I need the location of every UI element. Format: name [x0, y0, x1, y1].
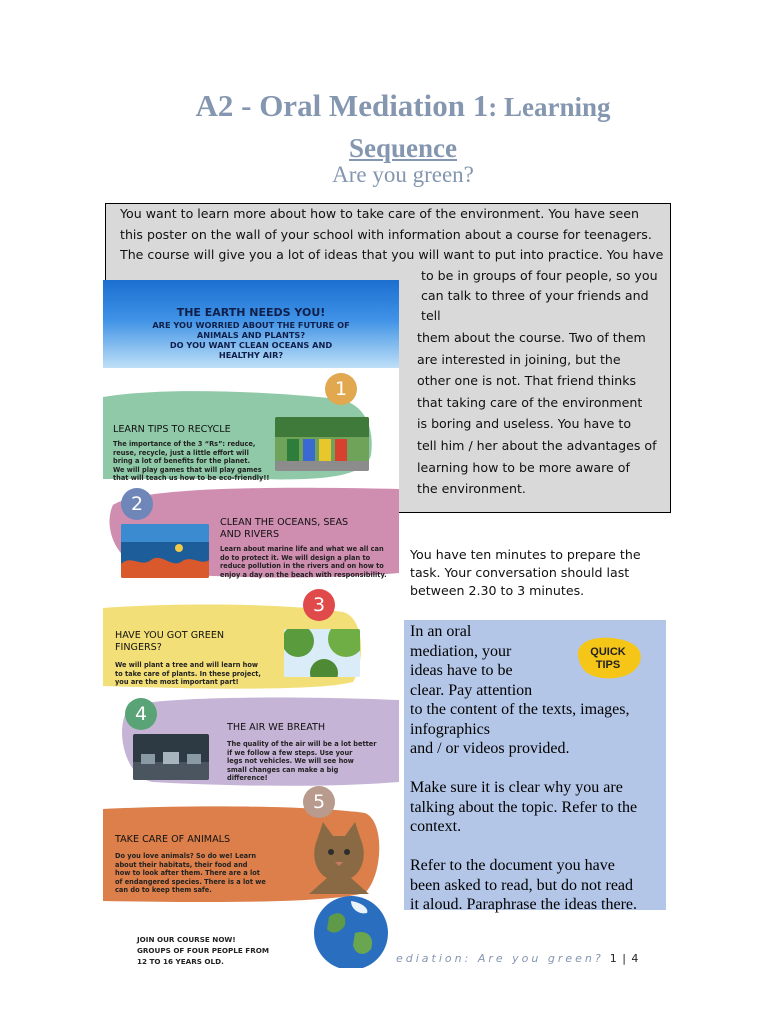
section-body-line: if we follow a few steps. Use your [227, 748, 353, 757]
task-line: are interested in joining, but the [417, 352, 621, 367]
tip-line: and / or videos provided. [410, 740, 570, 757]
tip-line: ideas have to be [410, 662, 513, 679]
page-number: 1 | 4 [609, 952, 640, 965]
section-2-title [220, 517, 348, 541]
task-line: tell him / her about the advantages of [417, 438, 657, 453]
tip-line: Make sure it is clear why you are [410, 779, 623, 796]
section-5-title [115, 834, 230, 846]
section-number-2: 2 [121, 488, 153, 520]
prep-line: You have ten minutes to prepare the [410, 547, 641, 562]
tip-line: talking about the topic. Refer to the [410, 798, 638, 816]
section-5-body [115, 852, 266, 895]
section-body-line: enjoy a day on the beach with responsibility. [220, 570, 387, 579]
section-title-line: HAVE YOU GOT GREEN [115, 630, 225, 641]
task-line: is boring and useless. You have to [417, 416, 632, 431]
section-body-line: do to protect it. We will design a plan to [220, 553, 371, 562]
section-body-line: bring a lot of benefits for the planet. [113, 457, 251, 466]
title-line2: Sequence [349, 133, 457, 163]
task-line: them about the course. Two of them [417, 330, 646, 345]
quick-tips-line: TIPS [595, 659, 621, 671]
section-body-line: The quality of the air will be a lot better [227, 740, 377, 748]
section-number-4: 4 [125, 698, 157, 730]
section-3-title [115, 630, 224, 654]
title-suffix: : Learning [488, 92, 611, 122]
poster-question: HEALTHY AIR? [218, 350, 284, 360]
tip-line: Refer to the document you have [410, 857, 615, 874]
earth-globe-image [311, 893, 391, 968]
poster-questions [113, 320, 389, 360]
section-title-line: THE AIR WE BREATH [227, 722, 326, 733]
tip-line: infographics [410, 720, 490, 738]
quick-tips-line: QUICK [590, 646, 626, 658]
task-line: tell [421, 308, 441, 323]
footer-text: ediation: Are you green? [396, 952, 604, 965]
section-body-line: reduce pollution in the rivers and on how to [220, 562, 384, 571]
title-main: A2 - Oral Mediation 1 [195, 88, 489, 123]
section-2-body [220, 545, 387, 579]
poster-question: DO YOU WANT CLEAN OCEANS AND [169, 340, 333, 350]
section-title-line: TAKE CARE OF ANIMALS [115, 834, 231, 845]
tip-line: it aloud. Paraphrase the ideas there. [410, 896, 638, 913]
section-body-line: Do you love animals? So do we! Learn [115, 852, 257, 860]
tip-line: been asked to read, but do not read [410, 876, 634, 894]
poster-headline: THE EARTH NEEDS YOU! [176, 306, 326, 319]
section-body-line: We will play games that will play games [113, 465, 262, 474]
section-title-line: CLEAN THE OCEANS, SEAS [220, 517, 349, 528]
section-body-line: legs not vehicles. We will see how [227, 757, 354, 766]
tip-line: In an oral [410, 623, 472, 640]
quick-tips-badge [572, 634, 646, 682]
task-line: other one is not. That friend thinks [417, 373, 637, 388]
section-body-line: Learn about marine life and what we all can [220, 545, 384, 553]
section-body-line: you are the most important part! [115, 678, 239, 687]
task-line: You want to learn more about how to take care of the environment. You have seen [120, 206, 640, 221]
section-body-line: how to look after them. There are a lot [115, 869, 260, 878]
section-1-body [113, 440, 269, 483]
section-1-title [113, 424, 231, 436]
section-3-body [115, 661, 261, 687]
preparation-instructions [410, 546, 670, 600]
section-title-line: LEARN TIPS TO RECYCLE [113, 424, 231, 435]
section-number-5: 5 [303, 786, 335, 818]
tips-box [404, 620, 666, 913]
section-body-line: can do to keep them safe. [115, 886, 212, 895]
tip-line: to the content of the texts, images, [410, 701, 630, 718]
task-line: The course will give you a lot of ideas that you will want to put into practice. You have [120, 247, 664, 262]
section-title-line: AND RIVERS [220, 529, 280, 540]
join-line: JOIN OUR COURSE NOW! [137, 935, 236, 944]
page-title [0, 88, 768, 166]
section-body-line: about their habitats, their food and [115, 860, 248, 869]
poster-infographic [103, 280, 399, 968]
task-line: that taking care of the environment [417, 395, 643, 410]
join-course-text [137, 934, 269, 967]
task-line: the environment. [417, 481, 526, 496]
tip-line: mediation, your [410, 642, 512, 660]
trees-image [284, 629, 360, 677]
task-line: can talk to three of your friends and [421, 288, 649, 303]
section-body-line: reuse, recycle, just a little effort will [113, 448, 249, 457]
join-line: GROUPS OF FOUR PEOPLE FROM [137, 946, 269, 955]
prep-line: between 2.30 to 3 minutes. [410, 583, 585, 598]
section-body-line: of endangered species. There is a lot we [115, 877, 266, 886]
poster-header [103, 280, 399, 368]
poster-question: ARE YOU WORRIED ABOUT THE FUTURE OF [152, 320, 350, 330]
tip-line: clear. Pay attention [410, 681, 533, 699]
section-body-line: that will teach us how to be eco-friendly!! [113, 474, 270, 483]
section-number-1: 1 [325, 373, 357, 405]
page-footer [396, 952, 639, 965]
join-line: 12 TO 16 YEARS OLD. [137, 957, 224, 966]
task-line: learning how to be more aware of [417, 460, 630, 475]
coral-reef-image [121, 524, 209, 578]
prep-line: task. Your conversation should last [410, 565, 630, 580]
traffic-image [133, 734, 209, 780]
section-body-line: We will plant a tree and will learn how [115, 661, 258, 669]
cat-image [303, 820, 375, 894]
recycling-bins-image [275, 417, 369, 471]
section-body-line: difference! [227, 774, 268, 783]
section-4-title [227, 722, 325, 734]
task-line: this poster on the wall of your school with information about a course for teenagers. [120, 227, 652, 242]
poster-question: ANIMALS AND PLANTS? [196, 330, 306, 340]
section-body-line: small changes can make a big [227, 765, 339, 774]
tip-line: context. [410, 818, 462, 835]
task-line: to be in groups of four people, so you [421, 268, 658, 283]
page-subtitle: Are you green? [332, 162, 474, 187]
section-body-line: to take care of plants. In these project, [115, 669, 261, 678]
section-body-line: The importance of the 3 “Rs”: reduce, [113, 440, 256, 448]
section-4-body [227, 740, 377, 783]
section-number-3: 3 [303, 589, 335, 621]
section-title-line: FINGERS? [115, 642, 162, 653]
